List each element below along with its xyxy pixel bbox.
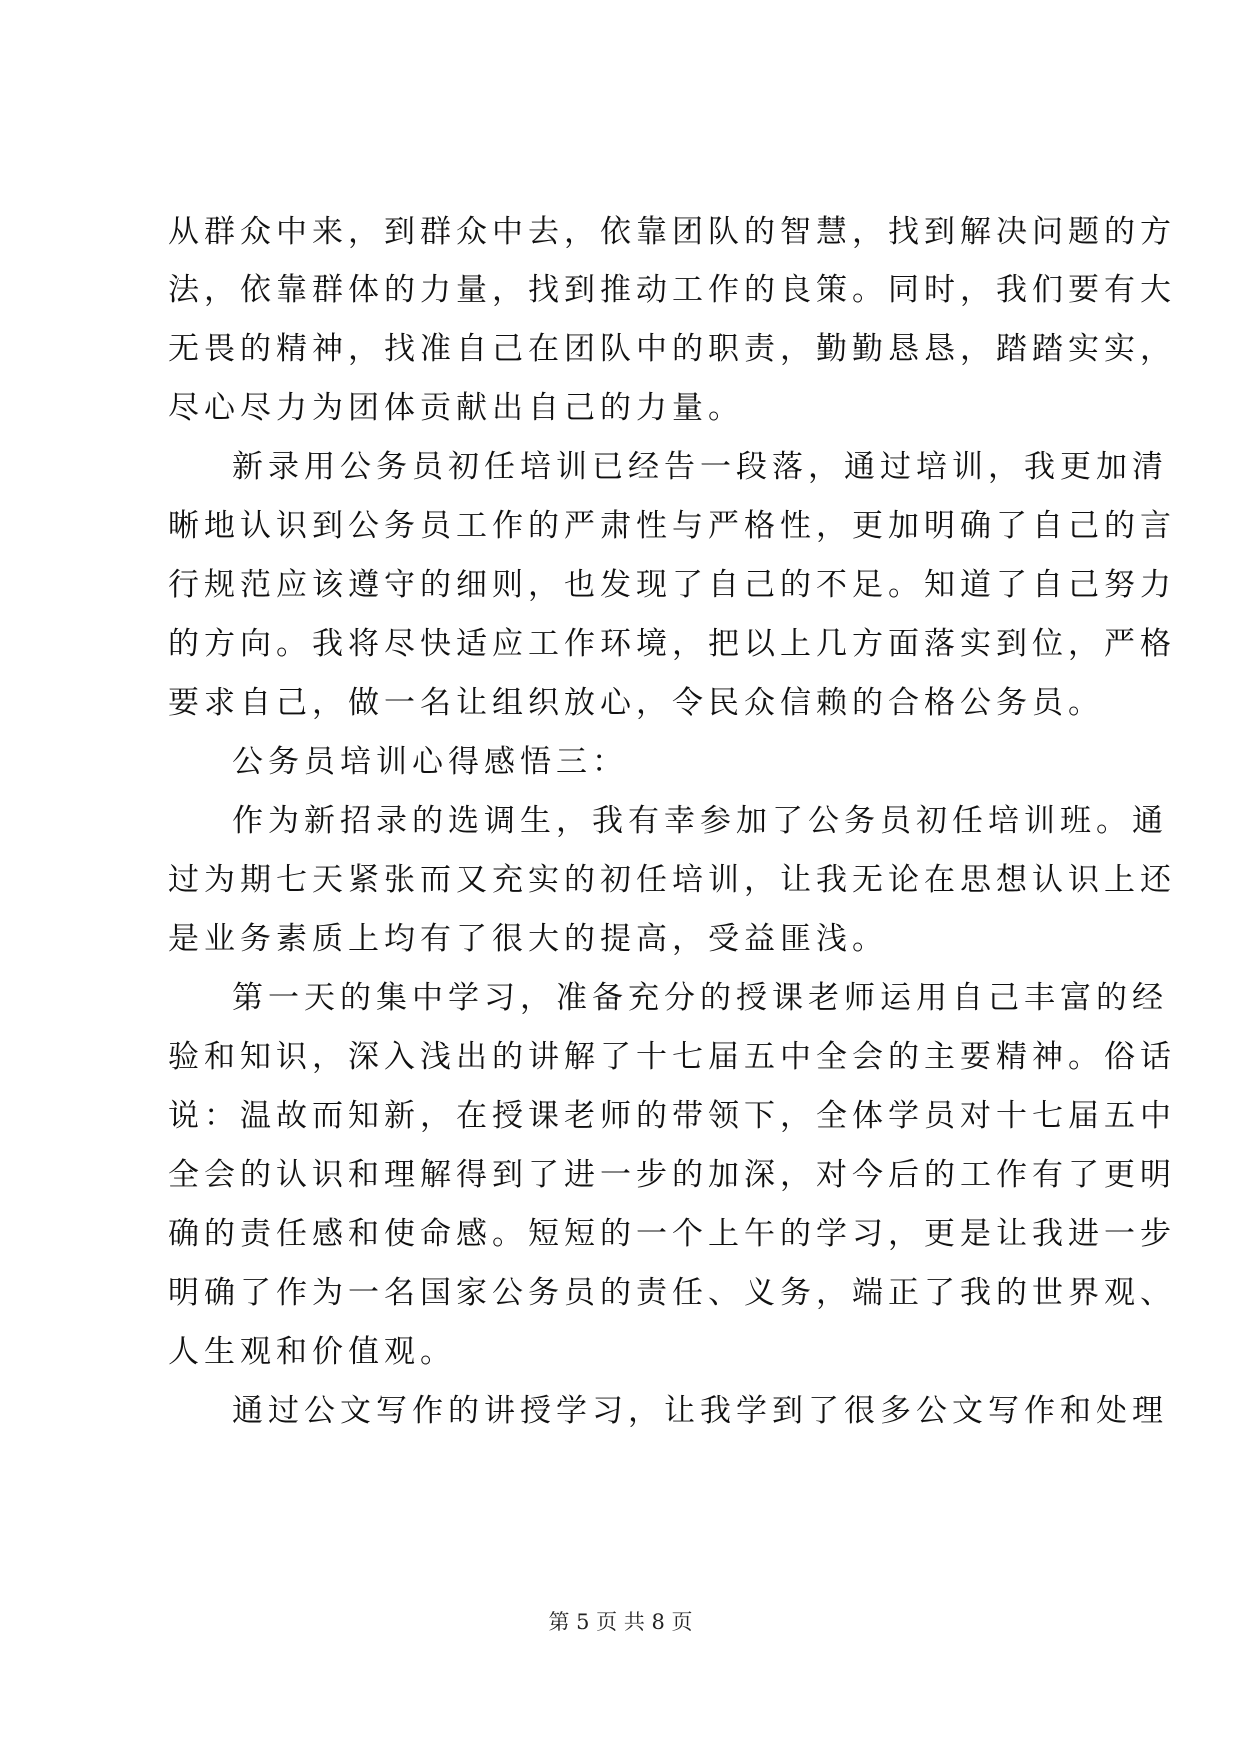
text-line: 说：温故而知新，在授课老师的带领下，全体学员对十七届五中 bbox=[168, 1098, 1176, 1134]
text-line: 人生观和价值观。 bbox=[168, 1334, 456, 1370]
paragraph-first-line: 第一天的集中学习，准备充分的授课老师运用自己丰富的经 bbox=[232, 980, 1168, 1016]
text-line: 要求自己，做一名让组织放心，令民众信赖的合格公务员。 bbox=[168, 685, 1104, 721]
text-line: 尽心尽力为团体贡献出自己的力量。 bbox=[168, 390, 744, 426]
text-line: 晰地认识到公务员工作的严肃性与严格性，更加明确了自己的言 bbox=[168, 508, 1176, 544]
text-line: 法，依靠群体的力量，找到推动工作的良策。同时，我们要有大 bbox=[168, 272, 1176, 308]
text-line: 是业务素质上均有了很大的提高，受益匪浅。 bbox=[168, 921, 888, 957]
text-line: 过为期七天紧张而又充实的初任培训，让我无论在思想认识上还 bbox=[168, 862, 1176, 898]
text-line: 行规范应该遵守的细则，也发现了自己的不足。知道了自己努力 bbox=[168, 567, 1176, 603]
section-heading: 公务员培训心得感悟三： bbox=[232, 744, 628, 780]
text-line: 验和知识，深入浅出的讲解了十七届五中全会的主要精神。俗话 bbox=[168, 1039, 1176, 1075]
text-line: 明确了作为一名国家公务员的责任、义务，端正了我的世界观、 bbox=[168, 1275, 1176, 1311]
page-footer: 第 5 页 共 8 页 bbox=[548, 1610, 693, 1634]
paragraph-first-line: 新录用公务员初任培训已经告一段落，通过培训，我更加清 bbox=[232, 449, 1168, 485]
text-line: 无畏的精神，找准自己在团队中的职责，勤勤恳恳，踏踏实实， bbox=[168, 331, 1176, 367]
text-line: 的方向。我将尽快适应工作环境，把以上几方面落实到位，严格 bbox=[168, 626, 1176, 662]
text-line: 从群众中来，到群众中去，依靠团队的智慧，找到解决问题的方 bbox=[168, 214, 1176, 250]
paragraph-first-line: 作为新招录的选调生，我有幸参加了公务员初任培训班。通 bbox=[232, 803, 1168, 839]
paragraph-first-line: 通过公文写作的讲授学习，让我学到了很多公文写作和处理 bbox=[232, 1393, 1168, 1429]
text-line: 确的责任感和使命感。短短的一个上午的学习，更是让我进一步 bbox=[168, 1216, 1176, 1252]
text-line: 全会的认识和理解得到了进一步的加深，对今后的工作有了更明 bbox=[168, 1157, 1176, 1193]
